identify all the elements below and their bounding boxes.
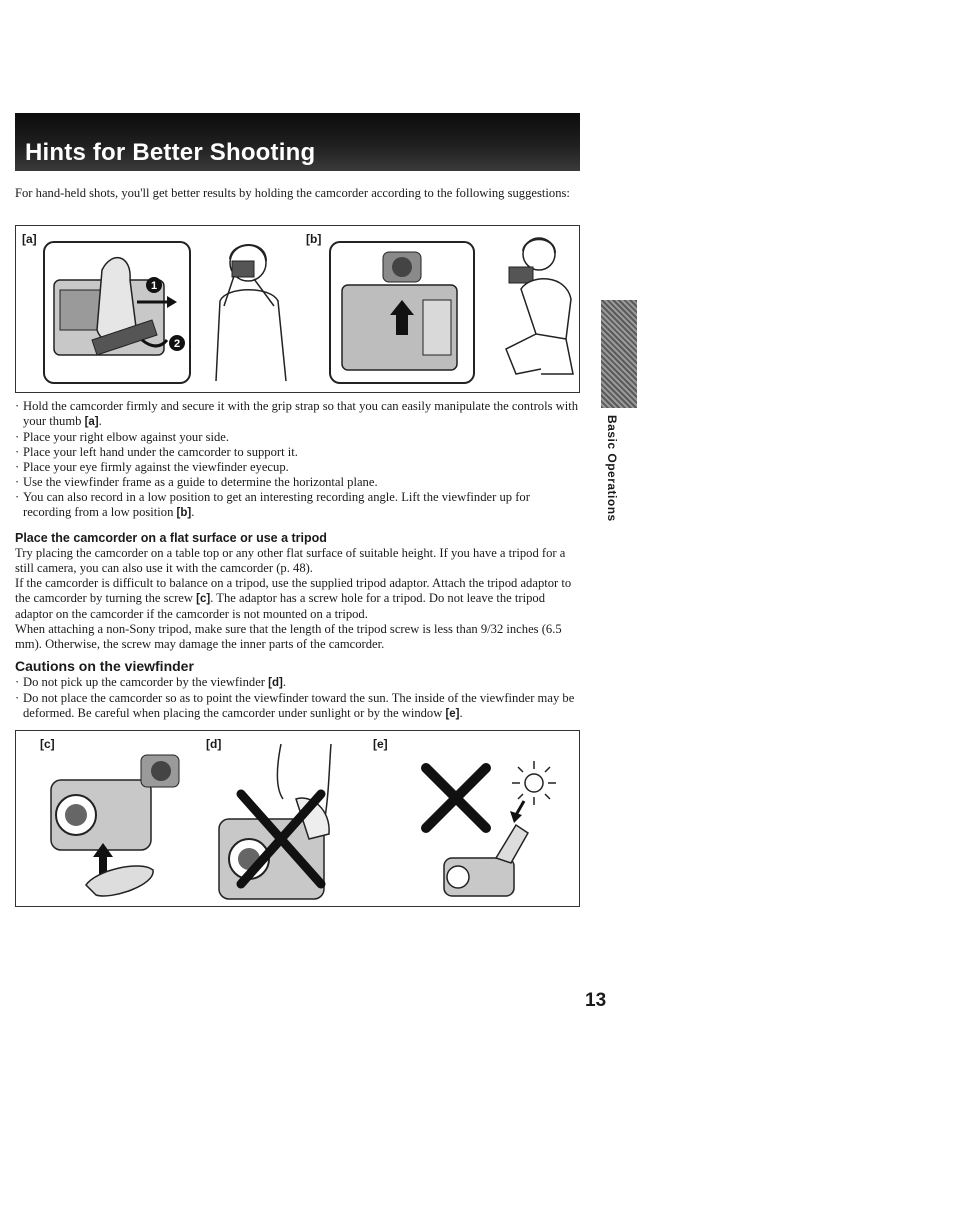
figure-label-c: [c] [40, 737, 55, 751]
viewfinder-cautions-list [15, 675, 580, 722]
cross-mark-icon [426, 768, 486, 828]
figure-holding [15, 225, 580, 393]
holding-tips-list [15, 399, 580, 521]
person-kneeling-illustration [481, 229, 579, 387]
figure-cautions [15, 730, 580, 907]
section-tab-label: Basic Operations [605, 415, 619, 522]
camcorder-low-angle-illustration [328, 240, 476, 385]
figure-label-e: [e] [373, 737, 388, 751]
list-item: · You can also record in a low position to get an interesting recording angle. Lift the viewfinder up for recording from a low position [b]. [15, 490, 580, 521]
list-item: · Do not pick up the camcorder by the viewfinder [d]. [15, 675, 580, 691]
figure-label-d: [d] [206, 737, 222, 751]
list-item: · Place your right elbow against your side. [15, 430, 580, 445]
list-item: · Do not place the camcorder so as to point the viewfinder toward the sun. The inside of the viewfinder may be deformed. Be careful when placing the camcorder under sunlight or by the window [e]. [15, 691, 580, 722]
camcorder-grip-illustration [42, 240, 192, 385]
tripod-paragraph-1: Try placing the camcorder on a table top or any other flat surface of suitable height. If you have a tripod for a still camera, you can also use it with the camcorder (p. 48). [15, 546, 566, 575]
tripod-adaptor-illustration [41, 745, 191, 905]
tripod-heading: Place the camcorder on a flat surface or use a tripod [15, 531, 327, 545]
sun-icon [512, 761, 556, 805]
do-not-lift-illustration [211, 739, 361, 904]
tripod-paragraph-3: When attaching a non-Sony tripod, make sure that the length of the tripod screw is less than 9/32 inches (6.5 mm). Otherwise, the screw may damage the inner parts of the camcorder. [15, 622, 562, 651]
page-number: 13 [585, 990, 607, 1011]
figure-label-a: [a] [22, 232, 37, 246]
page-title: Hints for Better Shooting [25, 139, 316, 166]
person-standing-illustration [196, 231, 296, 389]
tripod-paragraph-2: If the camcorder is difficult to balance on a tripod, use the supplied tripod adaptor. Attach the tripod adaptor to the camcorder by turning the screw [c]. The adaptor has a screw hole for a tripod. Do not leave the tripod adaptor on the camcorder if the camcorder is not mounted on a tripod. [15, 576, 572, 621]
list-item: · Hold the camcorder firmly and secure it with the grip strap so that you can easily manipulate the controls with your thumb [a]. [15, 399, 580, 430]
step-1-number: 1 [150, 280, 158, 292]
intro-paragraph: For hand-held shots, you'll get better results by holding the camcorder according to the following suggestions: [15, 186, 570, 200]
figure-label-b: [b] [306, 232, 322, 246]
step-2-number: 2 [173, 338, 181, 350]
list-item: · Use the viewfinder frame as a guide to determine the horizontal plane. [15, 475, 580, 490]
title-banner [15, 113, 580, 171]
tripod-paragraphs [15, 546, 580, 652]
section-tab-marker [601, 300, 637, 408]
do-not-point-at-sun-illustration [416, 753, 576, 903]
list-item: · Place your eye firmly against the viewfinder eyecup. [15, 460, 580, 475]
list-item: · Place your left hand under the camcorder to support it. [15, 445, 580, 460]
viewfinder-heading: Cautions on the viewfinder [15, 658, 194, 674]
